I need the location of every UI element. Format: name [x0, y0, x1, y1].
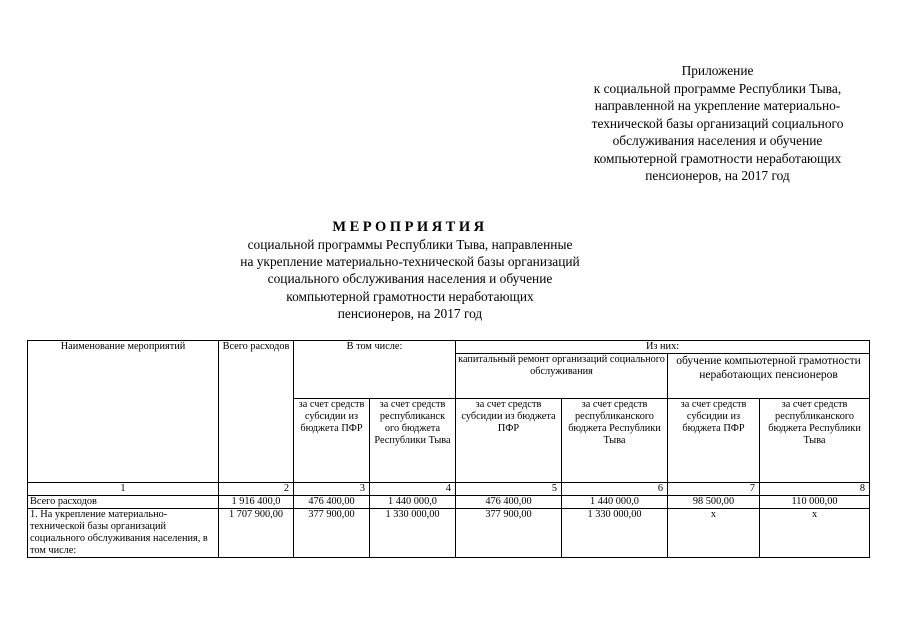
column-number: 6 [562, 483, 668, 496]
cell-total: 1 916 400,0 [219, 496, 294, 509]
header-capital-repair: капитальный ремонт организаций социального обслуживания [456, 354, 668, 399]
cell-value: 1 330 000,00 [562, 509, 668, 558]
document-title: МЕРОПРИЯТИЯ [332, 219, 488, 235]
cell-value: 1 440 000,0 [370, 496, 456, 509]
subtitle-line: пенсионеров, на 2017 год [337, 305, 483, 321]
cell-value: х [668, 509, 760, 558]
column-number: 1 [28, 483, 219, 496]
row-name: 1. На укрепление материально-технической базы организаций социального обслуживания населения, в том числе: [28, 509, 219, 558]
header-row [28, 341, 870, 354]
subtitle-line: социальной программы Республики Тыва, направленные [247, 237, 573, 252]
header-training: обучение компьютерной грамотности неработающих пенсионеров [668, 354, 870, 399]
column-number: 8 [760, 483, 870, 496]
column-number: 4 [370, 483, 456, 496]
header-col7: за счет средств субсидии из бюджета ПФР [668, 399, 760, 483]
appendix-caption [565, 62, 870, 185]
cell-value: х [760, 509, 870, 558]
column-number: 3 [294, 483, 370, 496]
header-of-them: Из них: [456, 341, 870, 354]
subtitle-line: социального обслуживания населения и обучение [267, 271, 553, 287]
appendix-line: компьютерной грамотности неработающих [593, 150, 842, 166]
appendix-line: технической базы организаций социального [591, 115, 844, 131]
column-number: 7 [668, 483, 760, 496]
header-col4: за счет средств республиканск ого бюджета Республики Тыва [370, 399, 456, 483]
appendix-line: пенсионеров, на 2017 год [645, 168, 790, 183]
cell-value: 476 400,00 [456, 496, 562, 509]
cell-total: 1 707 900,00 [219, 509, 294, 558]
subtitle-line: на укрепление материально-технической базы организаций [240, 254, 580, 270]
cell-value: 377 900,00 [294, 509, 370, 558]
appendix-line: Приложение [681, 63, 754, 78]
row-name: Всего расходов [28, 496, 219, 509]
header-name: Наименование мероприятий [28, 341, 219, 483]
subtitle-line: компьютерной грамотности неработающих [286, 288, 534, 304]
table-row [28, 496, 870, 509]
expenses-table [27, 340, 870, 558]
column-number: 5 [456, 483, 562, 496]
cell-value: 377 900,00 [456, 509, 562, 558]
header-col6: за счет средств республиканского бюджета Республики Тыва [562, 399, 668, 483]
header-col5: за счет средств субсидии из бюджета ПФР [456, 399, 562, 483]
cell-value: 1 330 000,00 [370, 509, 456, 558]
header-total: Всего расходов [219, 341, 294, 483]
appendix-line: к социальной программе Республики Тыва, [593, 80, 842, 96]
column-number: 2 [219, 483, 294, 496]
appendix-line: обслуживания населения и обучение [612, 133, 823, 148]
table-row [28, 509, 870, 558]
header-col8: за счет средств республиканского бюджета Республики Тыва [760, 399, 870, 483]
cell-value: 98 500,00 [668, 496, 760, 509]
cell-value: 110 000,00 [760, 496, 870, 509]
header-including: В том числе: [294, 341, 456, 399]
header-col3: за счет средств субсидии из бюджета ПФР [294, 399, 370, 483]
column-number-row [28, 483, 870, 496]
cell-value: 1 440 000,0 [562, 496, 668, 509]
appendix-line: направленной на укрепление материально- [594, 98, 841, 113]
document-subtitle [190, 236, 630, 322]
cell-value: 476 400,00 [294, 496, 370, 509]
